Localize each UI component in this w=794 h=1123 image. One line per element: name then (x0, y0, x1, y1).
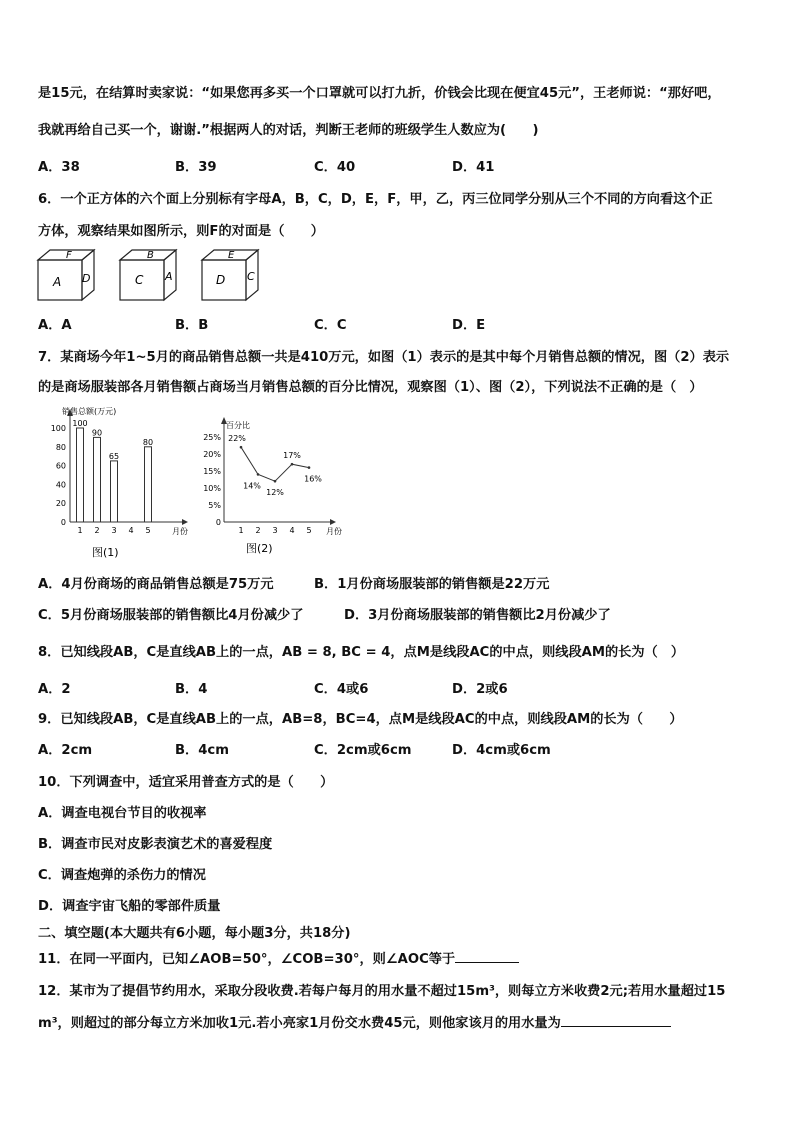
point-data-label: 12% (266, 488, 284, 498)
q11-text: 11．在同一平面内，已知∠AOB=50°，∠COB=30°，则∠AOC等于 (38, 952, 456, 967)
q6-cube-figure (36, 246, 276, 302)
q8-option-d: D．2或6 (452, 682, 508, 697)
q9-option-d: D．4cm或6cm (452, 743, 551, 758)
q12-line1: 12．某市为了提倡节约用水，采取分段收费.若每户每月的用水量不超过15m³，则每立方米收费2元;若用水量超过15 (38, 984, 726, 999)
q10-option-a: A．调查电视台节目的收视率 (38, 806, 207, 821)
q7-option-a: A．4月份商场的商品销售总额是75万元 (38, 577, 274, 592)
cube-2 (120, 250, 176, 300)
q8-option-b: B．4 (175, 682, 208, 697)
section-2-heading: 二、填空题(本大题共有6小题，每小题3分，共18分) (38, 926, 351, 941)
line-chart-figure-2 (196, 414, 346, 562)
point-data-label: 14% (243, 481, 261, 491)
q5-option-c: C．40 (314, 160, 356, 175)
x-tick-label: 1 (238, 526, 244, 535)
q8-option-a: A．2 (38, 682, 71, 697)
figure-caption: 图(1) (92, 546, 119, 559)
cube-2-side-label: A (165, 270, 173, 283)
q11-line (38, 948, 519, 967)
y-axis-label: 销售总额(万元) (62, 407, 117, 416)
x-axis-arrow (330, 519, 336, 525)
q5-line1: 是15元，在结算时卖家说：“如果您再多买一个口罩就可以打九折，价钱会比现在便宜45元”，王老师说：“那好吧， (38, 86, 721, 101)
x-tick-label: 5 (145, 526, 151, 535)
q10-line: 10．下列调查中，适宜采用普查方式的是（ ） (38, 775, 334, 790)
y-tick-label: 80 (55, 442, 66, 452)
y-tick-label: 0 (215, 518, 221, 527)
bar-data-label: 100 (72, 419, 88, 428)
q6-line2: 方体，观察结果如图所示，则F的对面是（ ） (38, 224, 324, 239)
y-tick-label: 20 (55, 499, 66, 509)
y-tick-label: 20% (203, 450, 221, 459)
cube-3-side-label: C (247, 270, 255, 283)
figure-caption: 图(2) (246, 542, 273, 555)
bar-data-label: 90 (91, 428, 103, 438)
x-tick-label: 5 (306, 526, 312, 535)
x-tick-label: 4 (289, 526, 295, 535)
x-axis-label: 月份 (326, 527, 342, 536)
y-axis-label: 百分比 (226, 421, 250, 430)
cube-1-top-label: F (66, 250, 72, 261)
y-tick-label: 5% (208, 501, 221, 510)
q5-option-d: D．41 (452, 160, 495, 175)
q7-option-c: C．5月份商场服装部的销售额比4月份减少了 (38, 608, 304, 623)
data-point (240, 446, 243, 449)
q12-line2 (38, 1012, 671, 1031)
q12-text: m³，则超过的部分每立方米加收1元.若小亮家1月份交水费45元，则他家该月的用水量为 (38, 1016, 561, 1031)
q9-option-a: A．2cm (38, 743, 93, 758)
q7-option-b: B．1月份商场服装部的销售额是22万元 (314, 577, 550, 592)
q10-option-d: D．调查宇宙飞船的零部件质量 (38, 899, 221, 914)
q8-line: 8．已知线段AB，C是直线AB上的一点，AB = 8, BC = 4，点M是线段AC的中点，则线段AM的长为（ ） (38, 645, 685, 660)
y-tick-label: 100 (50, 424, 66, 433)
data-point (291, 463, 294, 466)
cube-1 (38, 250, 94, 300)
q12-answer-blank[interactable] (561, 1014, 671, 1027)
q11-answer-blank[interactable] (455, 950, 519, 963)
cube-3-front-label: D (216, 273, 226, 287)
q9-line: 9．已知线段AB，C是直线AB上的一点，AB=8，BC=4，点M是线段AC的中点，则线段AM的长为（ ） (38, 712, 683, 727)
bar (94, 437, 101, 522)
cube-3 (202, 250, 258, 300)
q6-option-d: D．E (452, 318, 486, 333)
bar (77, 428, 84, 522)
bar-data-label: 80 (142, 437, 154, 447)
y-tick-label: 15% (203, 467, 221, 476)
y-tick-label: 40 (55, 480, 66, 490)
x-tick-label: 2 (255, 526, 261, 535)
q5-option-a: A．38 (38, 160, 80, 175)
bar-data-label: 65 (108, 451, 120, 461)
q6-option-b: B．B (175, 318, 209, 333)
x-tick-label: 3 (272, 526, 278, 535)
q9-option-c: C．2cm或6cm (314, 743, 412, 758)
y-tick-label: 10% (203, 484, 221, 493)
q6-option-a: A．A (38, 318, 72, 333)
cube-1-side-label: D (82, 272, 91, 285)
x-tick-label: 4 (128, 526, 134, 535)
q9-option-b: B．4cm (175, 743, 229, 758)
cube-2-top-label: B (147, 250, 154, 261)
cube-1-front-label: A (53, 275, 62, 289)
x-tick-label: 3 (111, 526, 117, 535)
point-data-label: 16% (304, 474, 322, 484)
q7-line1: 7．某商场今年1~5月的商品销售总额一共是410万元，如图（1）表示的是其中每个月销售总额的情况，图（2）表示 (38, 350, 730, 365)
q10-option-c: C．调查炮弹的杀伤力的情况 (38, 868, 206, 883)
q7-line2: 的是商场服装部各月销售额占商场当月销售总额的百分比情况，观察图（1）、图（2），下列说法不正确的是（ ） (38, 380, 703, 395)
y-tick-label: 25% (203, 433, 221, 442)
cube-2-front-label: C (135, 273, 144, 287)
q5-option-b: B．39 (175, 160, 217, 175)
y-tick-label: 60 (55, 461, 66, 471)
bar-chart-figure-1 (36, 402, 196, 562)
q7-option-d: D．3月份商场服装部的销售额比2月份减少了 (344, 608, 611, 623)
q6-option-c: C．C (314, 318, 347, 333)
q5-line2: 我就再给自己买一个，谢谢.”根据两人的对话，判断王老师的班级学生人数应为( ) (38, 123, 539, 138)
x-tick-label: 2 (94, 526, 100, 535)
x-axis-label: 月份 (172, 527, 188, 536)
x-axis-arrow (182, 519, 188, 525)
bar (145, 447, 152, 522)
data-point (257, 473, 260, 476)
q6-line1: 6．一个正方体的六个面上分别标有字母A，B，C，D，E，F，甲，乙，丙三位同学分别从三个不同的方向看这个正 (38, 192, 713, 207)
bar (111, 461, 118, 522)
data-point (274, 480, 277, 483)
y-tick-label: 0 (60, 518, 66, 527)
point-data-label: 22% (228, 434, 246, 444)
point-data-label: 17% (283, 451, 301, 461)
x-tick-label: 1 (77, 526, 83, 535)
data-point (308, 466, 311, 469)
q8-option-c: C．4或6 (314, 682, 369, 697)
cube-3-top-label: E (228, 250, 235, 261)
q10-option-b: B．调查市民对皮影表演艺术的喜爱程度 (38, 837, 273, 852)
